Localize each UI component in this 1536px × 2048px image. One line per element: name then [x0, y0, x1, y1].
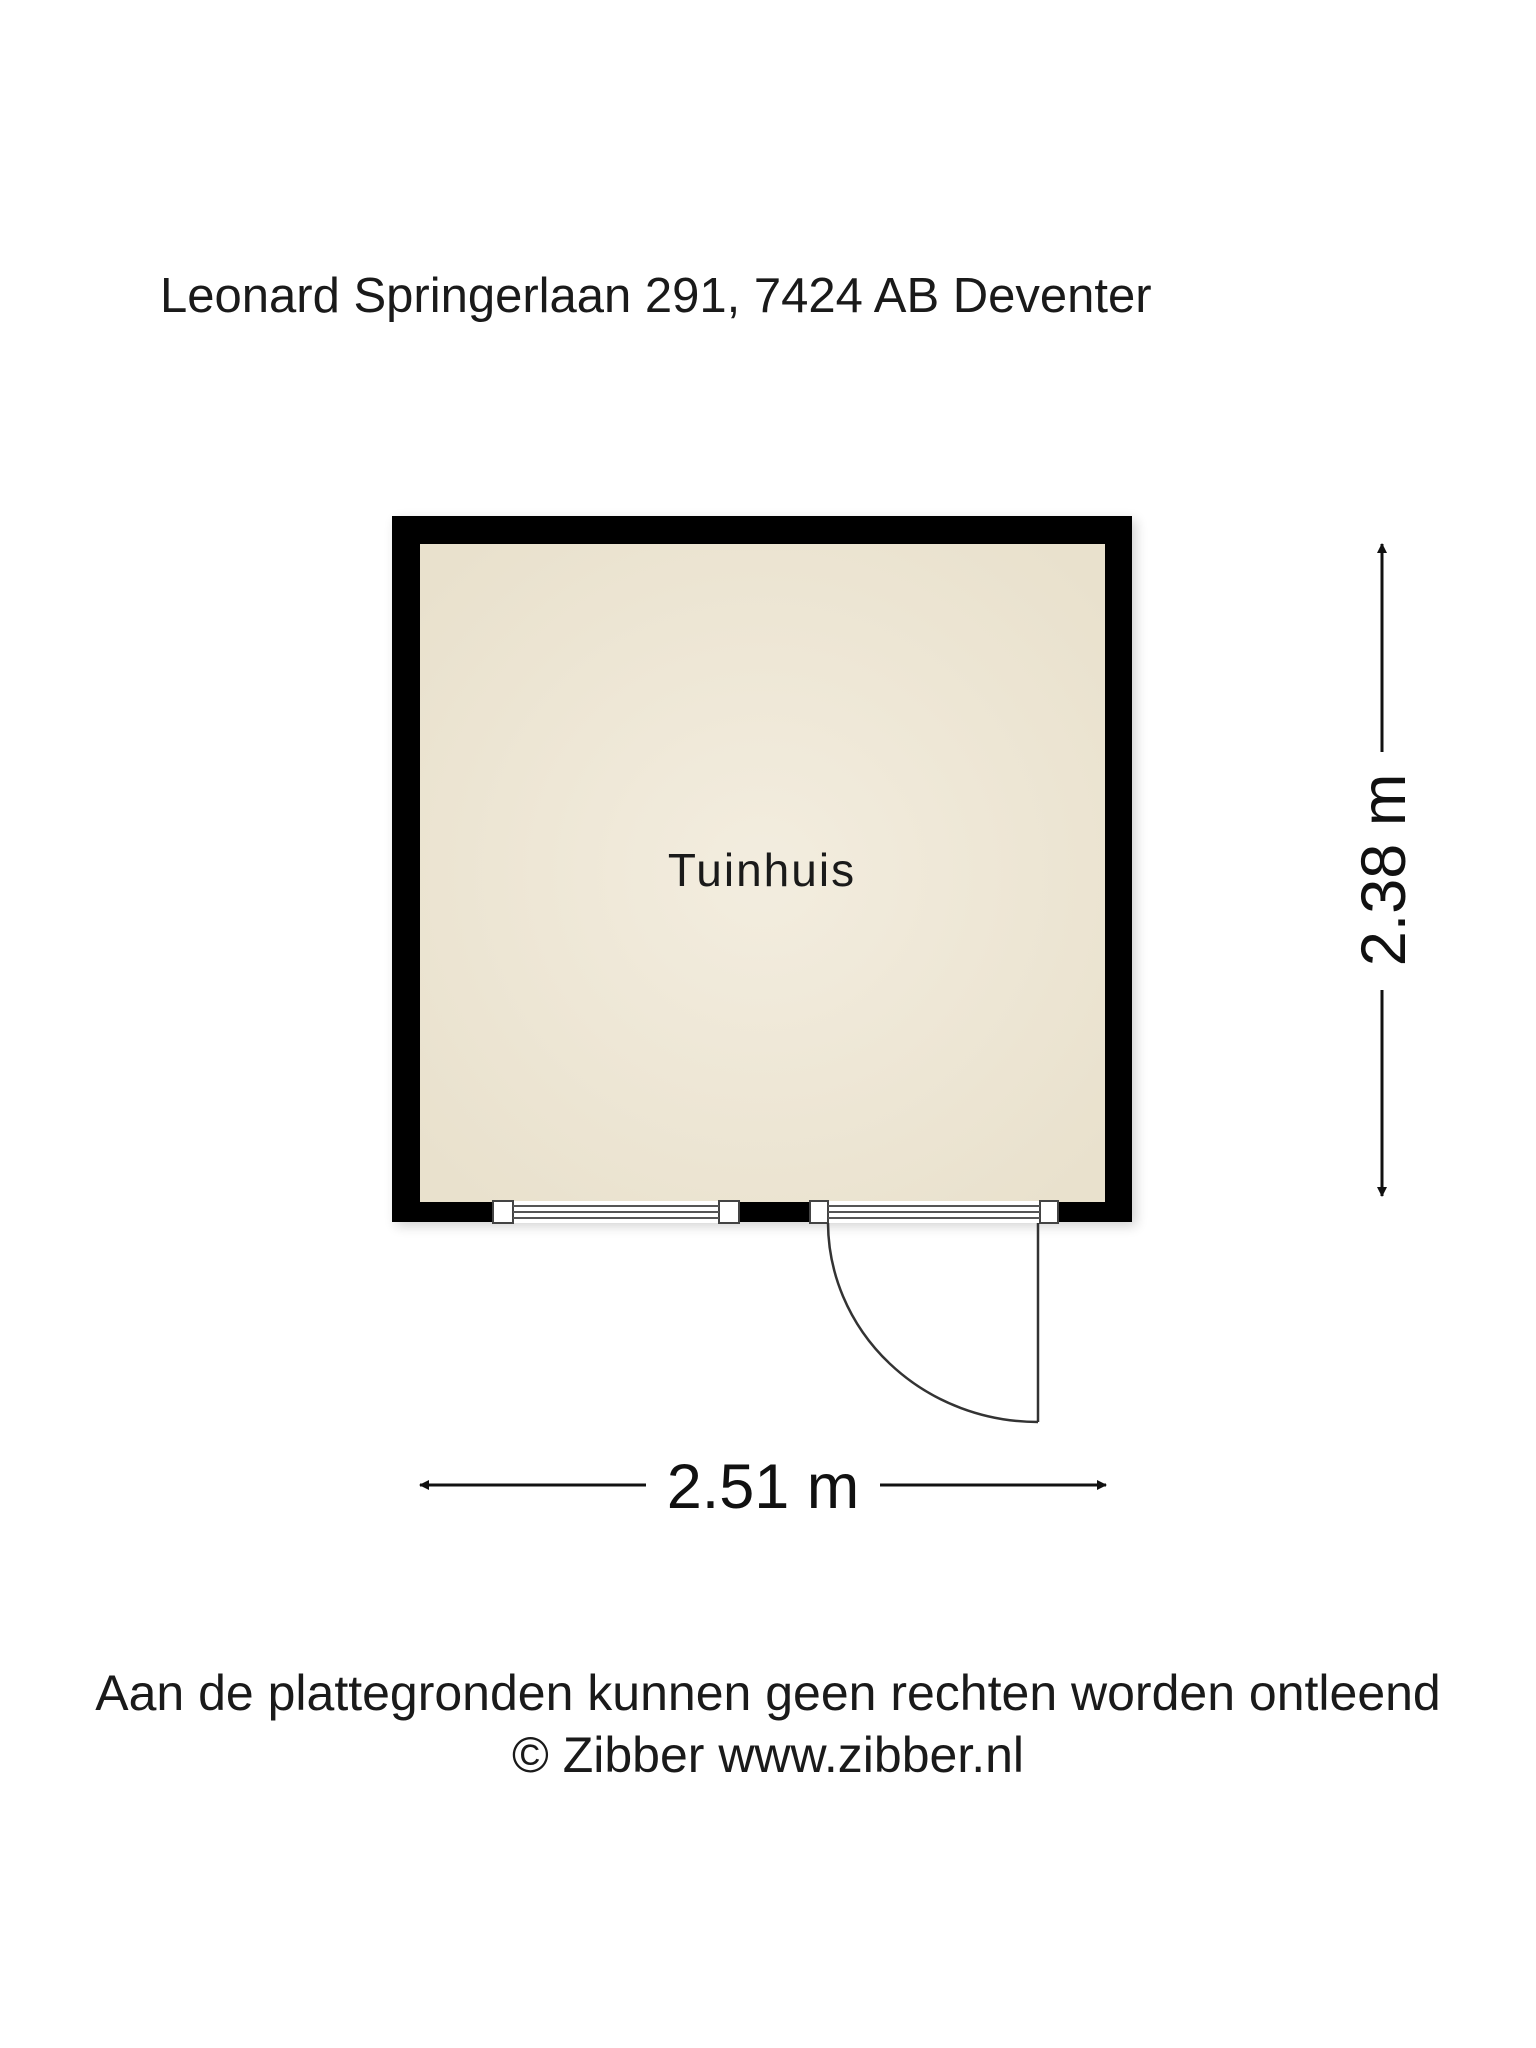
address-title: Leonard Springerlaan 291, 7424 AB Deventer: [160, 269, 1152, 323]
width-dimension: [420, 1452, 1106, 1522]
copyright-text: © Zibber www.zibber.nl: [511, 1727, 1025, 1783]
disclaimer-text: Aan de plattegronden kunnen geen rechten worden ontleend: [95, 1665, 1441, 1721]
window-left: [493, 1201, 739, 1223]
depth-label: 2.38 m: [1349, 773, 1419, 967]
width-label: 2.51 m: [666, 1452, 860, 1522]
door-swing-arc: [828, 1223, 1038, 1422]
door-opening: [810, 1201, 1058, 1223]
room-label: Tuinhuis: [667, 844, 857, 896]
depth-dimension: [1349, 544, 1419, 1196]
